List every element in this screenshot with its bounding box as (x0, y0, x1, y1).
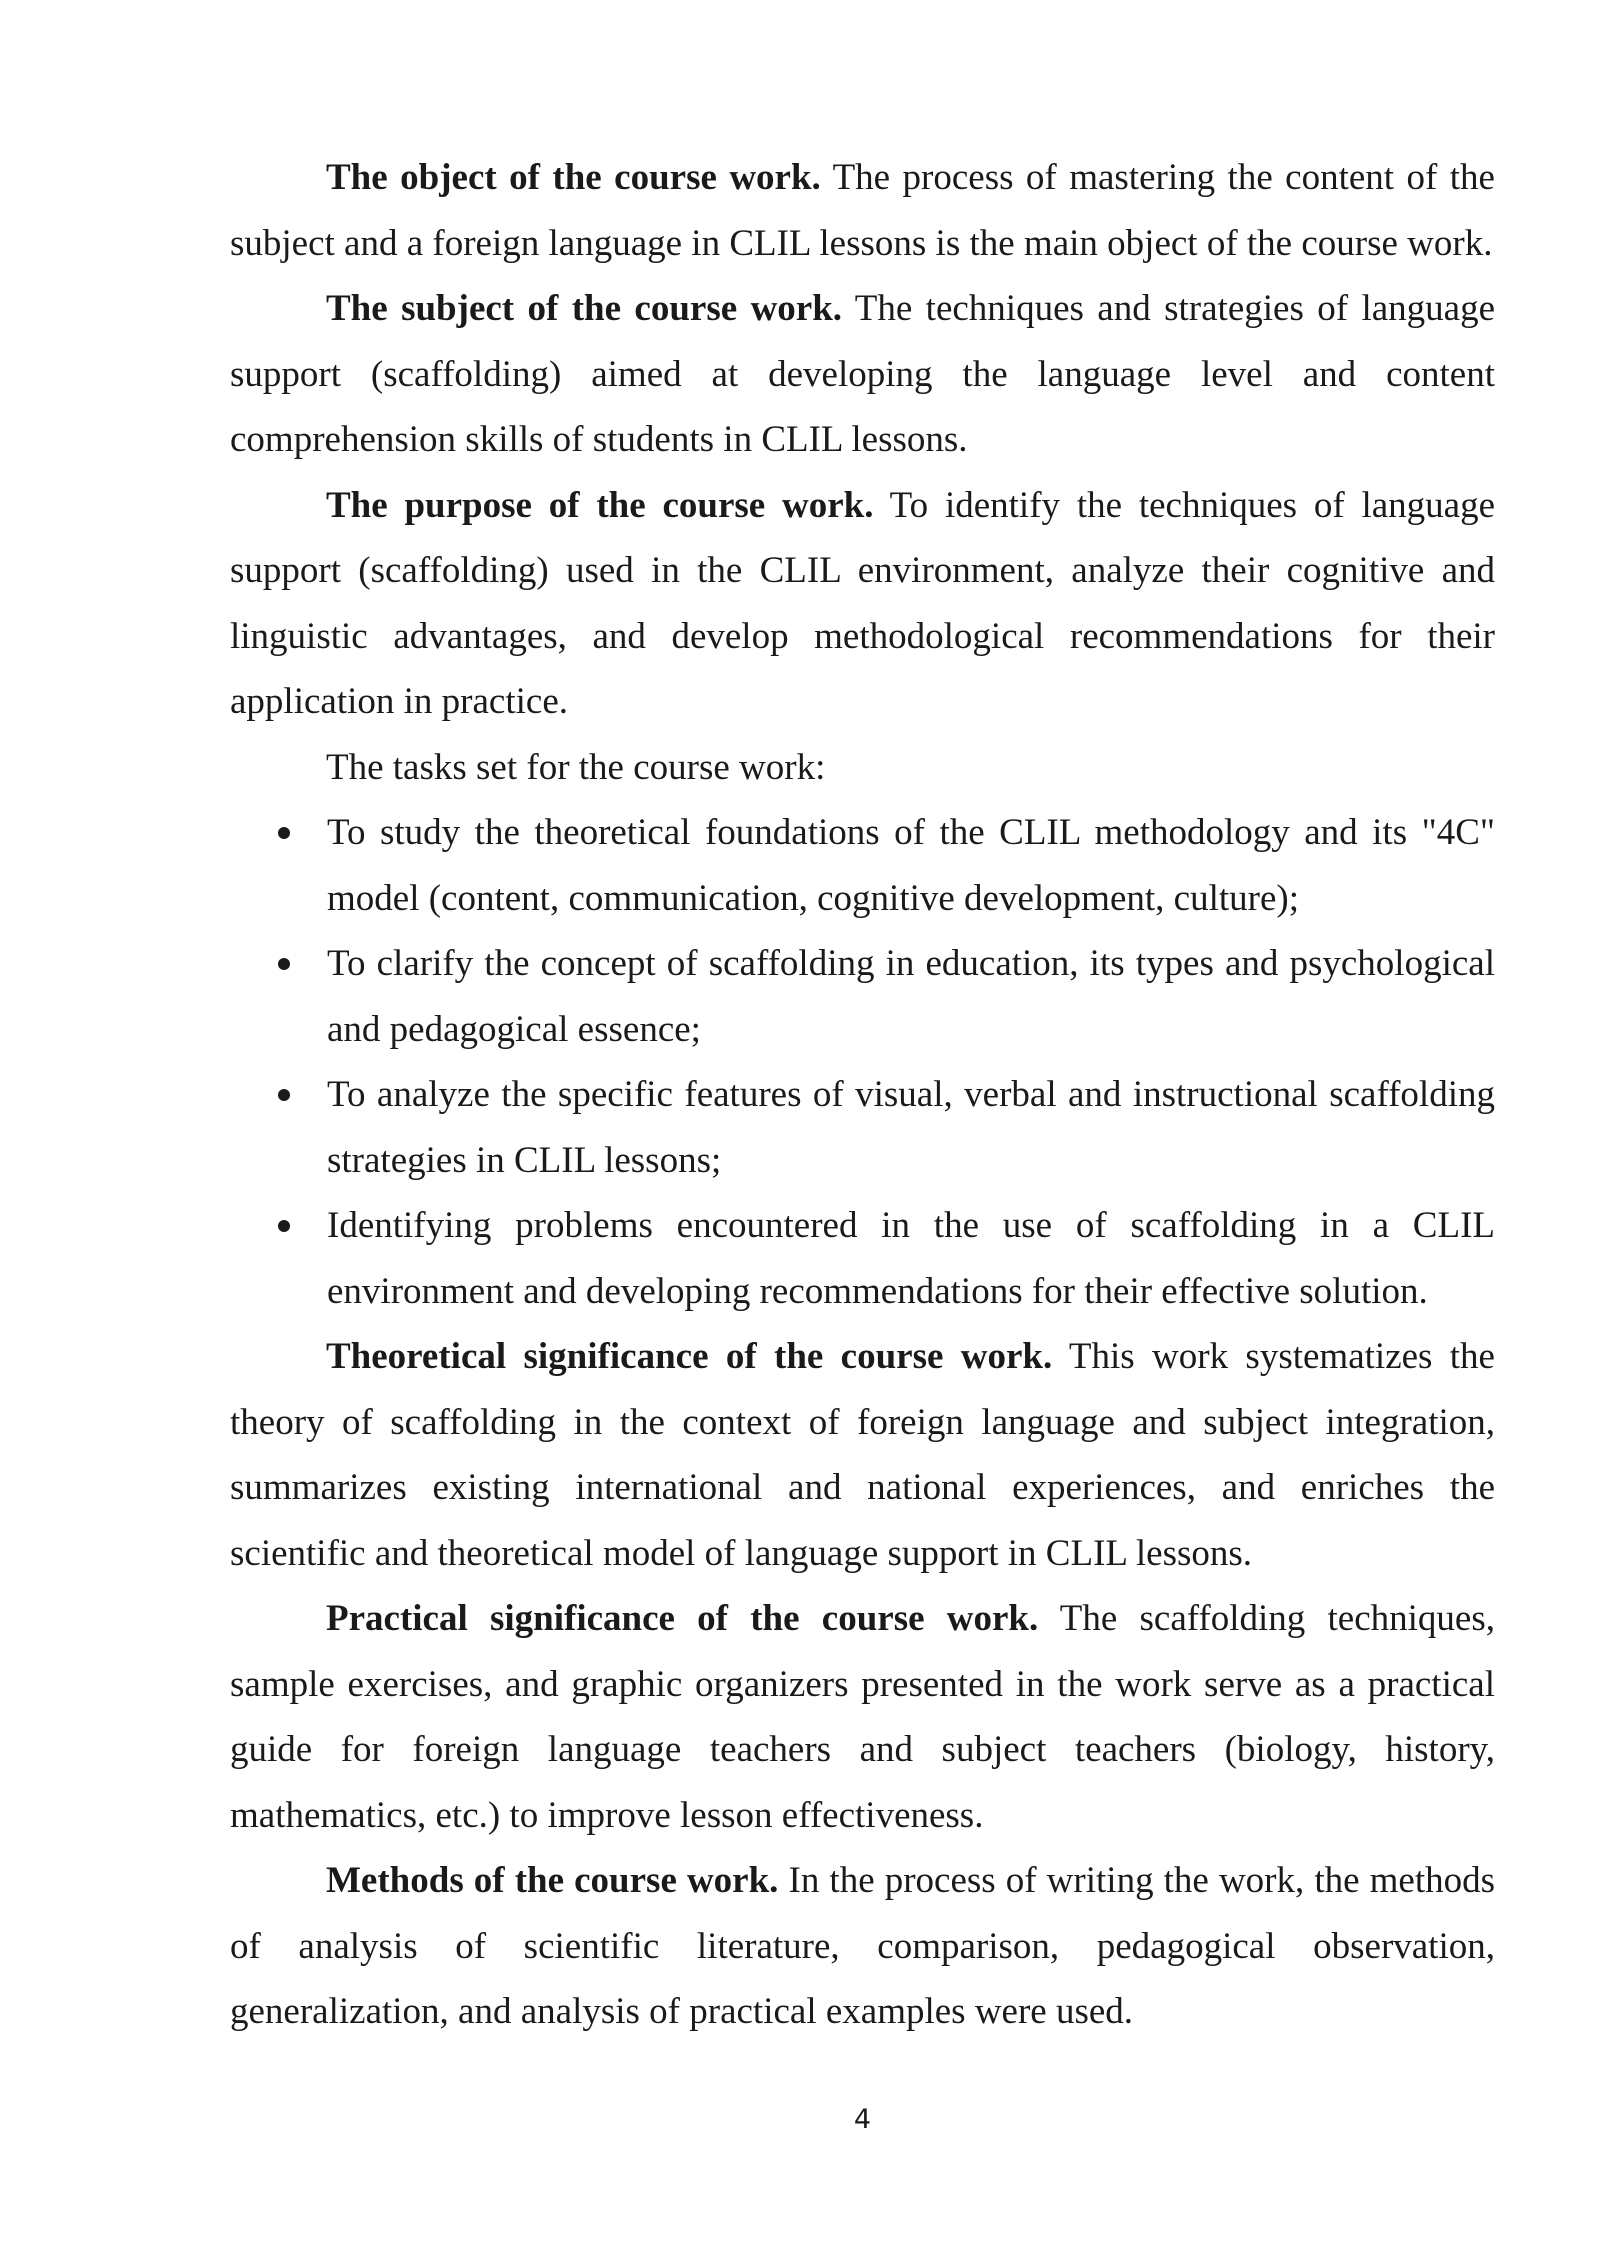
methods-paragraph (230, 1848, 1495, 2045)
tasks-list (230, 800, 1495, 1324)
list-item (230, 931, 1495, 1062)
subject-text: The techniques and strategies of language support (scaffolding) aimed at developing the language level and content comprehension skills of students in CLIL lessons. (230, 288, 1495, 460)
methods-text: In the process of writing the work, the methods of analysis of scientific literature, comparison, pedagogical observation, generalization, and analysis of practical examples were used. (230, 1860, 1495, 2032)
list-item (230, 800, 1495, 931)
purpose-paragraph (230, 473, 1495, 735)
bullet-icon (278, 827, 290, 839)
document-body (230, 145, 1495, 2045)
theoretical-text: This work systematizes the theory of scaffolding in the context of foreign language and subject integration, summarizes existing international and national experiences, and enriches the scientific and theoretical model of language support in CLIL lessons. (230, 1336, 1495, 1574)
task-text: To analyze the specific features of visual, verbal and instructional scaffolding strategies in CLIL lessons; (327, 1074, 1495, 1181)
practical-paragraph (230, 1586, 1495, 1848)
theoretical-paragraph (230, 1324, 1495, 1586)
object-heading: The object of the course work. (326, 157, 821, 198)
bullet-icon (278, 1089, 290, 1101)
practical-text: The scaffolding techniques, sample exercises, and graphic organizers presented in the work serve as a practical guide for foreign language teachers and subject teachers (biology, history, mathematics, etc.) to improve lesson effectiveness. (230, 1598, 1496, 1836)
theoretical-heading: Theoretical significance of the course work. (326, 1336, 1053, 1377)
list-item (230, 1193, 1495, 1324)
bullet-icon (278, 1220, 290, 1232)
task-text: To study the theoretical foundations of the CLIL methodology and its "4C" model (content, communication, cognitive development, culture); (327, 812, 1495, 919)
bullet-icon (278, 958, 290, 970)
object-text: The process of mastering the content of the subject and a foreign language in CLIL lessons is the main object of the course work. (230, 157, 1495, 264)
subject-paragraph (230, 276, 1495, 473)
methods-heading: Methods of the course work. (326, 1860, 779, 1901)
purpose-text: To identify the techniques of language support (scaffolding) used in the CLIL environment, analyze their cognitive and linguistic advantages, and develop methodological recommendations for their application in practice. (230, 484, 1496, 722)
subject-heading: The subject of the course work. (326, 288, 843, 329)
task-text: To clarify the concept of scaffolding in education, its types and psychological and pedagogical essence; (327, 943, 1495, 1050)
page-number: 4 (853, 2104, 872, 2135)
task-text: Identifying problems encountered in the use of scaffolding in a CLIL environment and developing recommendations for their effective solution. (327, 1205, 1495, 1312)
object-paragraph (230, 145, 1495, 276)
list-item (230, 1062, 1495, 1193)
tasks-intro: The tasks set for the course work: (326, 746, 826, 788)
purpose-heading: The purpose of the course work. (326, 484, 874, 526)
practical-heading: Practical significance of the course work. (326, 1598, 1039, 1639)
